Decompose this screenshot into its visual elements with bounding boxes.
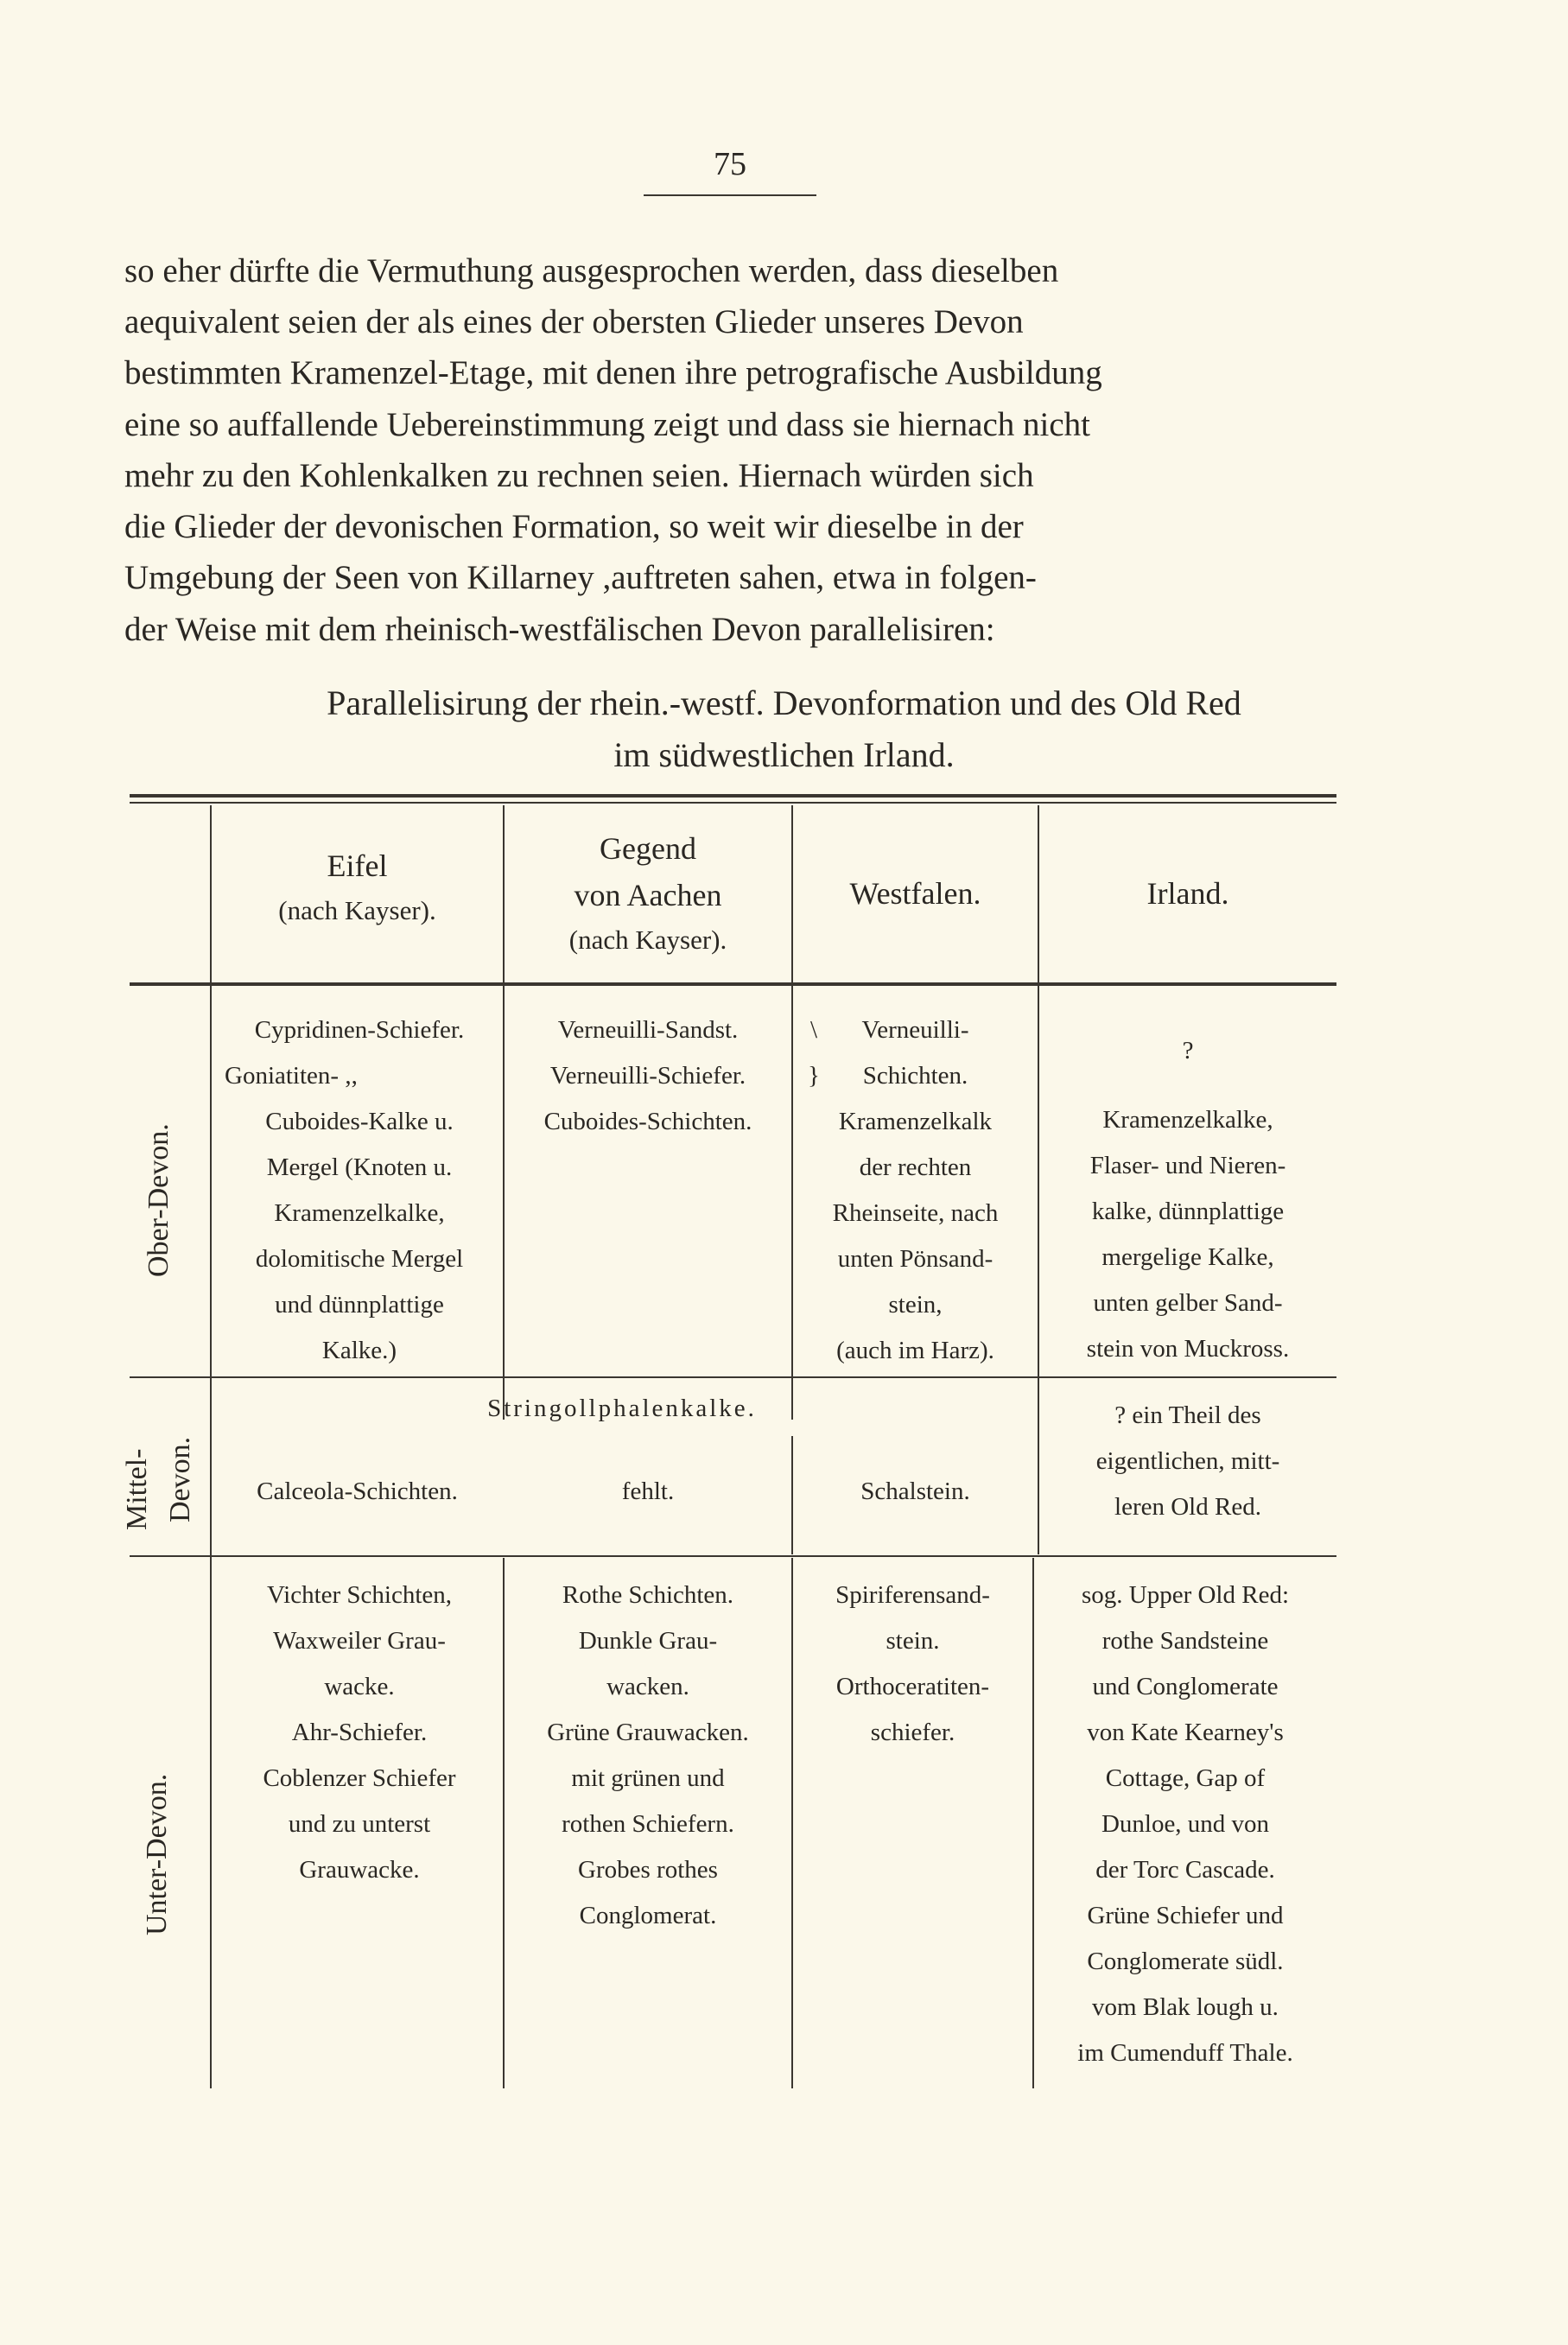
cell-line: Conglomerate südl.: [1087, 1948, 1284, 1975]
cell-line: sog. Upper Old Red:: [1081, 1581, 1290, 1609]
cell-line: Coblenzer Schiefer: [263, 1764, 456, 1792]
paragraph-line: eine so auffallende Uebereinstimmung zeigt und dass sie hiernach nicht: [124, 406, 1091, 443]
cell-line: Grüne Grauwacken.: [547, 1719, 749, 1746]
cell-line: Grauwacke.: [299, 1856, 420, 1884]
ober-irland-question: ?: [1182, 1037, 1194, 1064]
unter-irland-cell: [1034, 1573, 1336, 2076]
era-label-ober-devon: Ober-Devon.: [143, 1123, 175, 1277]
mittel-bottom-rule: [130, 1555, 1336, 1557]
header-aachen-title-2: von Aachen: [574, 878, 722, 912]
cell-line: Verneuilli-: [861, 1016, 969, 1044]
table-title: Parallelisirung der rhein.-westf. Devonformation und des Old Red: [327, 683, 1241, 722]
cell-line: Flaser- und Nieren-: [1089, 1152, 1286, 1179]
cell-line: Rheinseite, nach: [832, 1199, 999, 1227]
cell-line: Conglomerat.: [579, 1902, 717, 1929]
cell-line: Goniatiten- ,,: [225, 1062, 358, 1090]
header-bottom-rule: [130, 982, 1336, 986]
cell-line: mit grünen und: [571, 1764, 725, 1792]
cell-line: Rothe Schichten.: [562, 1581, 734, 1609]
cell-line: Vichter Schichten,: [266, 1581, 453, 1609]
cell-line: rothen Schiefern.: [562, 1810, 734, 1838]
cell-line: (auch im Harz).: [836, 1337, 994, 1364]
cell-line: der rechten: [859, 1153, 972, 1181]
cell-line: Kalke.): [321, 1337, 397, 1364]
paragraph-line: aequivalent seien der als eines der obersten Glieder unseres Devon: [124, 303, 1024, 340]
paragraph-line: bestimmten Kramenzel-Etage, mit denen ihre petrografische Ausbildung: [124, 354, 1102, 391]
cell-line: stein von Muckross.: [1086, 1335, 1290, 1363]
mittel-eifel-cell: Calceola-Schichten.: [257, 1478, 458, 1505]
cell-line: vom Blak lough u.: [1092, 1993, 1279, 2021]
mittel-irland-cell: [1039, 1393, 1336, 1530]
mittel-span-cell: Stringollphalenkalke.: [487, 1395, 757, 1422]
cell-line: rothe Sandsteine: [1101, 1627, 1269, 1655]
brace-bottom: }: [808, 1062, 820, 1090]
header-eifel-title: Eifel: [327, 848, 388, 883]
unter-eifel-cell: [218, 1573, 501, 1893]
paragraph-line: Umgebung der Seen von Killarney ,auftreten sahen, etwa in folgen-: [124, 559, 1037, 596]
header-eifel-subtitle: (nach Kayser).: [278, 895, 436, 925]
cell-line: Spiriferensand-: [835, 1581, 990, 1609]
cell-line: Kramenzelkalk: [838, 1108, 993, 1135]
ober-irland-cell: [1039, 1097, 1336, 1372]
cell-line: kalke, dünnplattige: [1091, 1198, 1285, 1225]
paragraph-line: so eher dürfte die Vermuthung ausgesprochen werden, dass dieselben: [124, 252, 1059, 289]
table-subtitle: im südwestlichen Irland.: [613, 735, 955, 774]
table-top-rule: [130, 794, 1336, 798]
cell-line: Kramenzelkalke,: [274, 1199, 445, 1227]
cell-line: Grobes rothes: [578, 1856, 718, 1884]
ober-westfalen-cell: [793, 1007, 1038, 1374]
table-top-rule-thin: [130, 802, 1336, 804]
page-number: 75: [714, 146, 746, 182]
cell-line: Verneuilli-Schiefer.: [549, 1062, 746, 1090]
brace-top: \: [809, 1016, 818, 1044]
cell-line: Mergel (Knoten u.: [266, 1153, 453, 1181]
cell-line: unten gelber Sand-: [1093, 1289, 1283, 1317]
era-label-devon: Devon.: [164, 1436, 196, 1522]
cell-line: stein,: [888, 1291, 943, 1319]
cell-line: Waxweiler Grau-: [273, 1627, 446, 1655]
cell-line: Orthoceratiten-: [835, 1673, 990, 1700]
era-label-unter-devon: Unter-Devon.: [141, 1773, 173, 1935]
cell-line: ? ein Theil des: [1114, 1401, 1261, 1429]
cell-line: und Conglomerate: [1092, 1673, 1279, 1700]
header-aachen-title: Gegend: [600, 831, 696, 866]
ober-bottom-rule: [130, 1376, 1336, 1378]
mittel-aachen-cell: fehlt.: [621, 1478, 675, 1505]
cell-line: Cypridinen-Schiefer.: [254, 1016, 465, 1044]
header-aachen: [505, 825, 791, 962]
cell-line: im Cumenduff Thale.: [1077, 2039, 1293, 2067]
unter-westfalen-cell: [793, 1573, 1032, 1756]
paragraph-line: der Weise mit dem rheinisch-westfälischen Devon parallelisiren:: [124, 611, 995, 648]
cell-line: Cuboides-Kalke u.: [265, 1108, 454, 1135]
cell-line: von Kate Kearney's: [1087, 1719, 1284, 1746]
cell-line: Schichten.: [862, 1062, 968, 1090]
cell-line: unten Pönsand-: [837, 1245, 993, 1273]
header-aachen-subtitle: (nach Kayser).: [568, 925, 727, 955]
cell-line: Kramenzelkalke,: [1102, 1106, 1273, 1134]
cell-line: dolomitische Mergel: [255, 1245, 464, 1273]
cell-line: mergelige Kalke,: [1101, 1243, 1274, 1271]
cell-line: wacken.: [606, 1673, 689, 1700]
cell-line: stein.: [886, 1627, 940, 1655]
header-eifel: [212, 842, 503, 932]
mittel-westfalen-cell: Schalstein.: [860, 1478, 970, 1505]
cell-line: eigentlichen, mitt-: [1095, 1447, 1280, 1475]
cell-line: und zu unterst: [288, 1810, 431, 1838]
era-label-mittel: Mittel-: [121, 1448, 153, 1530]
cell-line: wacke.: [324, 1673, 395, 1700]
cell-line: Ahr-Schiefer.: [291, 1719, 428, 1746]
page-number-rule: [644, 194, 816, 196]
cell-line: leren Old Red.: [1114, 1493, 1261, 1521]
cell-line: und dünnplattige: [275, 1291, 444, 1319]
paragraph-line: mehr zu den Kohlenkalken zu rechnen seien. Hiernach würden sich: [124, 457, 1034, 494]
header-irland: Irland.: [1146, 876, 1229, 911]
cell-line: Cottage, Gap of: [1105, 1764, 1266, 1792]
cell-line: Dunloe, und von: [1101, 1810, 1270, 1838]
cell-line: der Torc Cascade.: [1095, 1856, 1275, 1884]
paragraph-line: die Glieder der devonischen Formation, so weit wir dieselbe in der: [124, 508, 1024, 545]
ober-eifel-cell: [218, 1007, 501, 1374]
cell-line: schiefer.: [870, 1719, 955, 1746]
column-divider: [210, 805, 212, 2088]
cell-line: Grüne Schiefer und: [1087, 1902, 1284, 1929]
cell-line: Cuboides-Schichten.: [543, 1108, 752, 1135]
ober-aachen-cell: [505, 1007, 791, 1145]
cell-line: Dunkle Grau-: [578, 1627, 718, 1655]
cell-line: Verneuilli-Sandst.: [557, 1016, 739, 1044]
unter-aachen-cell: [505, 1573, 791, 1939]
header-westfalen: Westfalen.: [849, 876, 981, 911]
